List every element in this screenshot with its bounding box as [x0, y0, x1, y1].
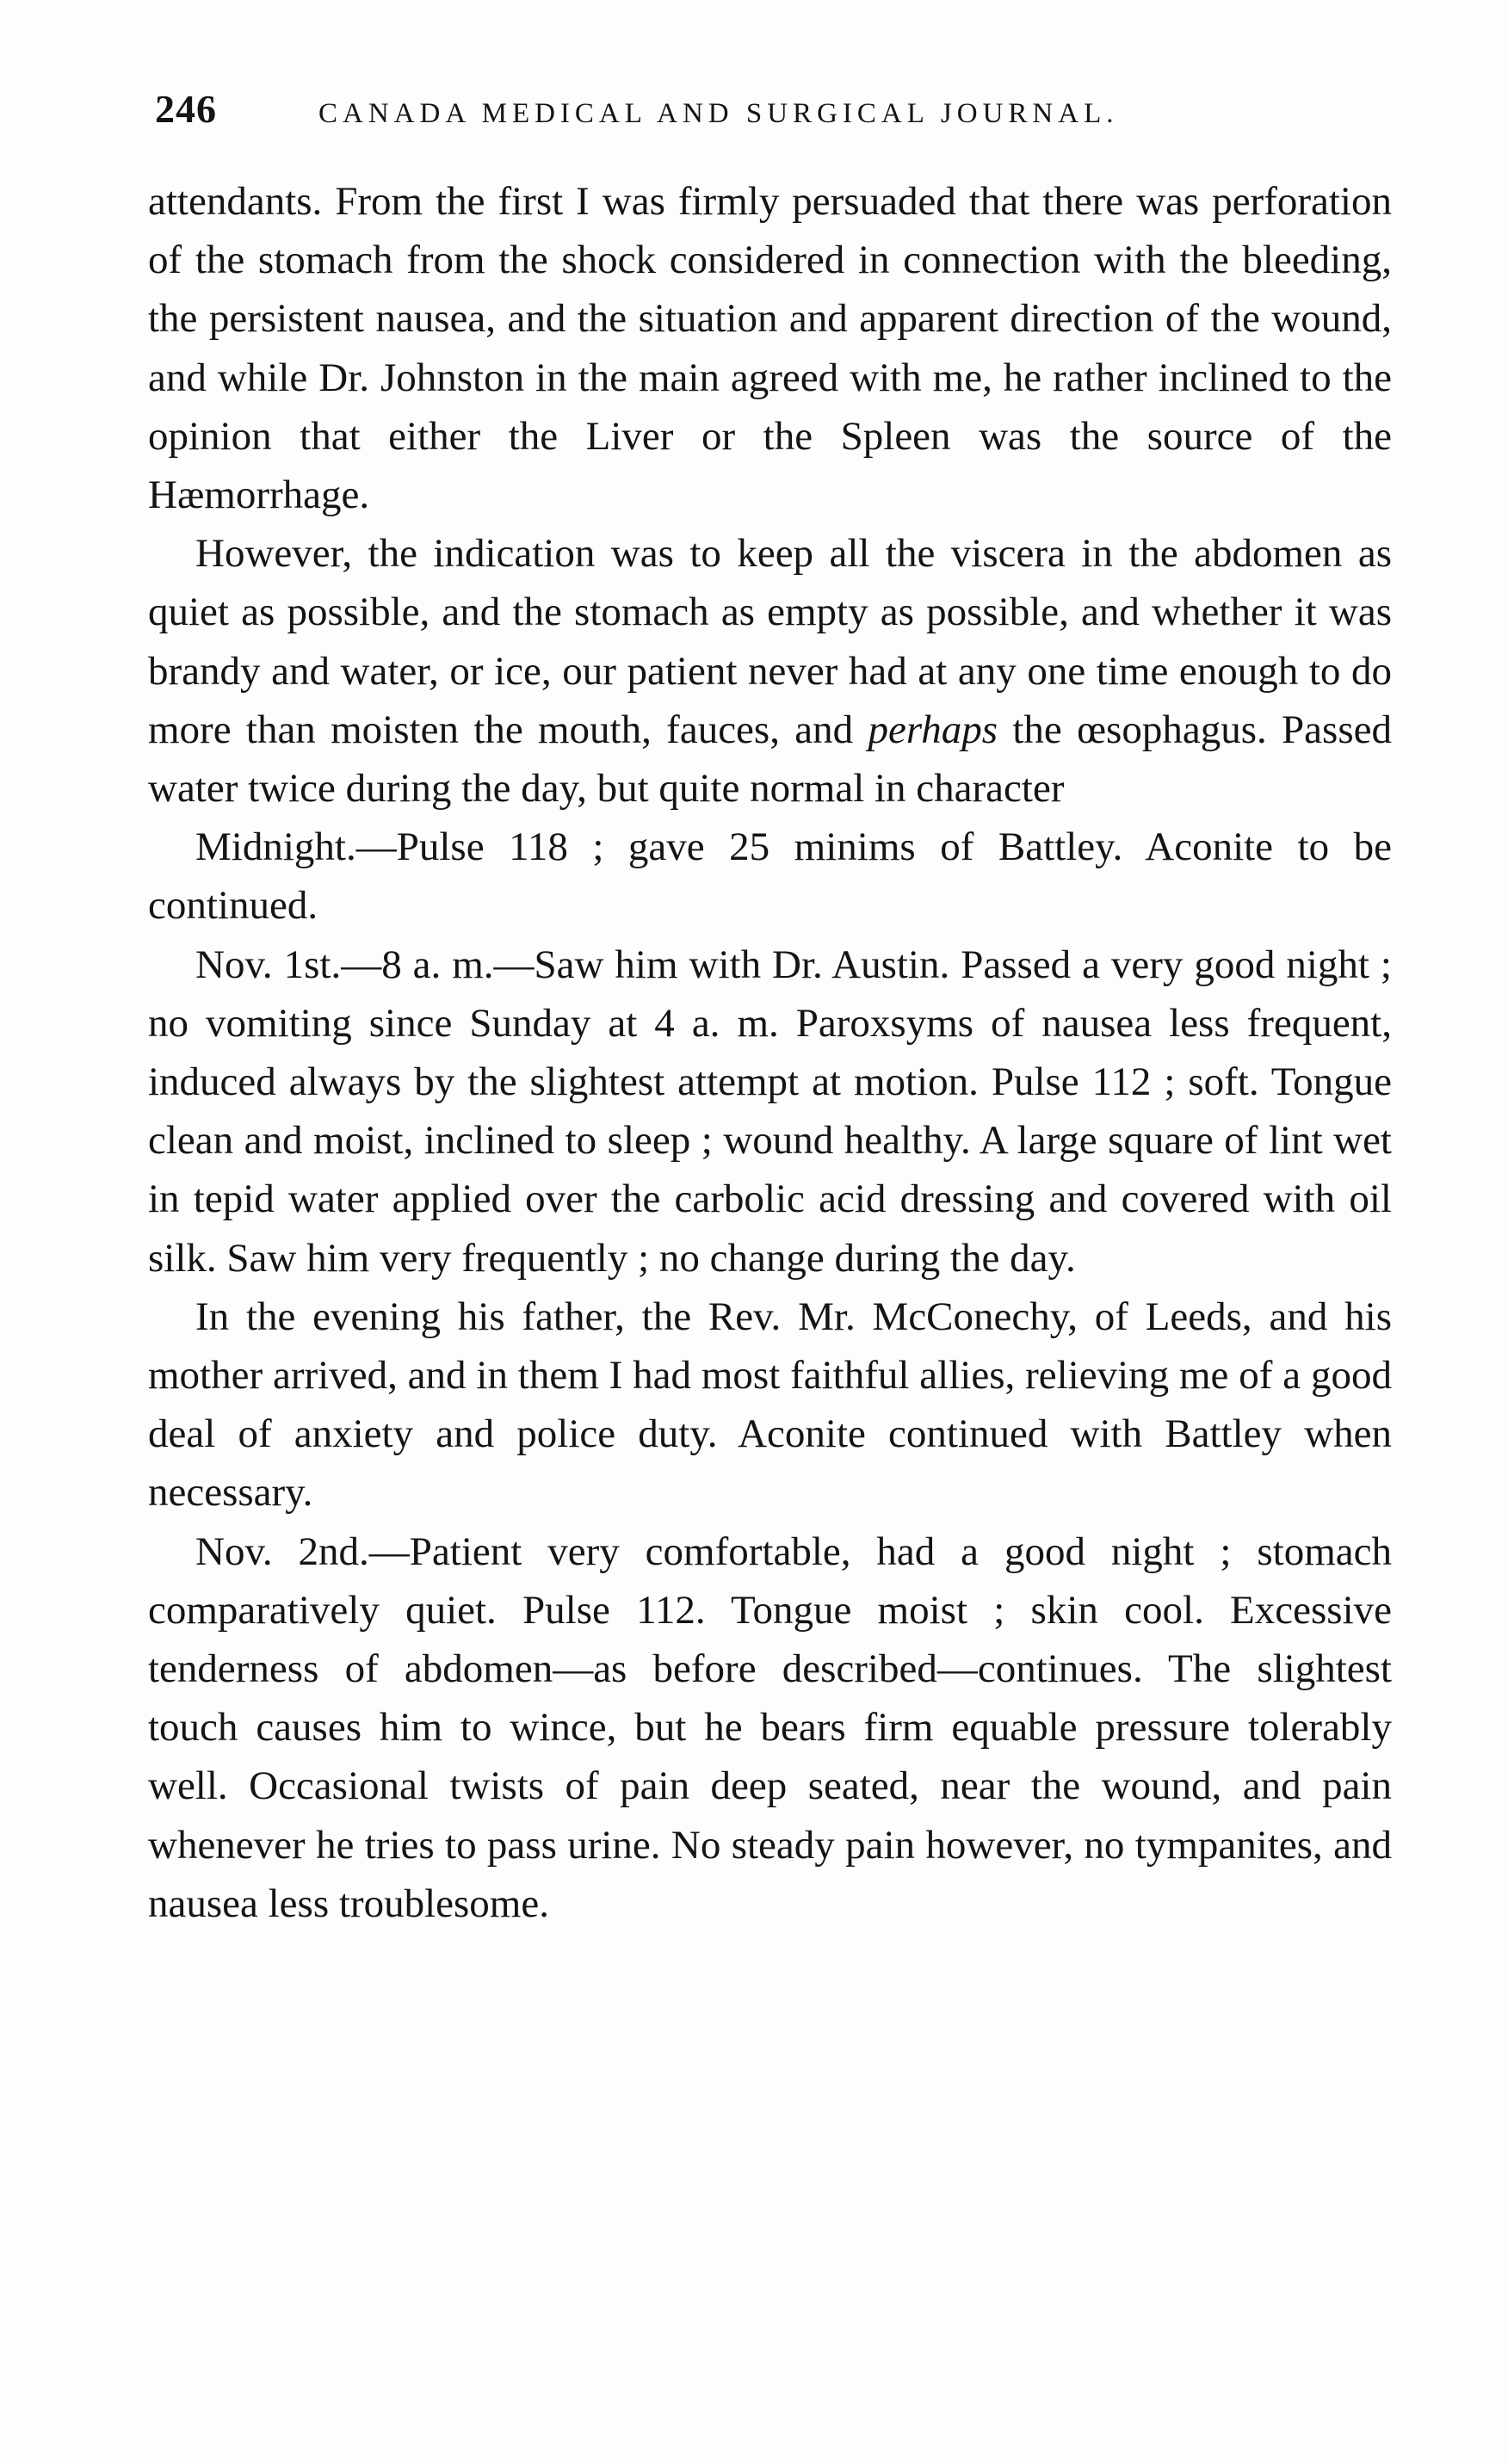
- paragraph-midnight: [148, 818, 1392, 935]
- journal-title: CANADA MEDICAL AND SURGICAL JOURNAL.: [318, 98, 1119, 129]
- paragraph-text: Midnight.—Pulse 118 ; gave 25 minims of Battley. Aconite to be continued.: [148, 824, 1392, 929]
- paragraph-text: In the evening his father, the Rev. Mr. McConechy, of Leeds, and his mother arrived, and in them I had most faithful allies, relieving me of a good deal of anxiety and police duty. Aconite continued with Battley when necessary.: [148, 1294, 1392, 1516]
- page-number: 246: [155, 87, 217, 131]
- paragraph-text: However, the indication was to keep all the viscera in the abdomen as quiet as possible, and the stomach as empty as possible, and whether it was brandy and water, or ice, our patient never had at any one time enough to do more than moisten the mouth, fauces, and: [148, 531, 1392, 752]
- paragraph-text: Nov. 2nd.—Patient very comfortable, had a good night ; stomach comparatively quiet. Pulse 112. Tongue moist ; skin cool. Excessive tenderness of abdomen—as before described—continues. The slightest touch causes him to wince, but he bears firm equable pressure tolerably well. Occasional twists of pain deep seated, near the wound, and pain whenever he tries to pass urine. No steady pain however, no tympanites, and nausea less troublesome.: [148, 1528, 1392, 1926]
- running-head: [155, 86, 1377, 146]
- paragraph-nov-1st: [148, 936, 1392, 1288]
- italic-word: perhaps: [868, 707, 998, 752]
- paragraph-text-continued: the œsophagus. Passed water twice during the day, but quite normal in character: [148, 707, 1392, 812]
- paragraph-evening: [148, 1288, 1392, 1522]
- paragraph-indication: [148, 524, 1392, 818]
- body-text: [148, 172, 1392, 1933]
- paragraph-nov-2nd: [148, 1522, 1392, 1933]
- paragraph-text: attendants. From the first I was firmly persuaded that there was perforation of the stomach from the shock considered in connection with the bleeding, the persistent nausea, and the situation and apparent direction of the wound, and while Dr. Johnston in the main agreed with me, he rather inclined to the opinion that either the Liver or the Spleen was the source of the Hæmorrhage.: [148, 179, 1392, 518]
- paragraph-text: Nov. 1st.—8 a. m.—Saw him with Dr. Austin. Passed a very good night ; no vomiting since Sunday at 4 a. m. Paroxsyms of nausea less frequent, induced always by the slightest attempt at motion. Pulse 112 ; soft. Tongue clean and moist, inclined to sleep ; wound healthy. A large square of lint wet in tepid water applied over the carbolic acid dressing and covered with oil silk. Saw him very frequently ; no change during the day.: [148, 942, 1392, 1281]
- paragraph-attendants: [148, 172, 1392, 524]
